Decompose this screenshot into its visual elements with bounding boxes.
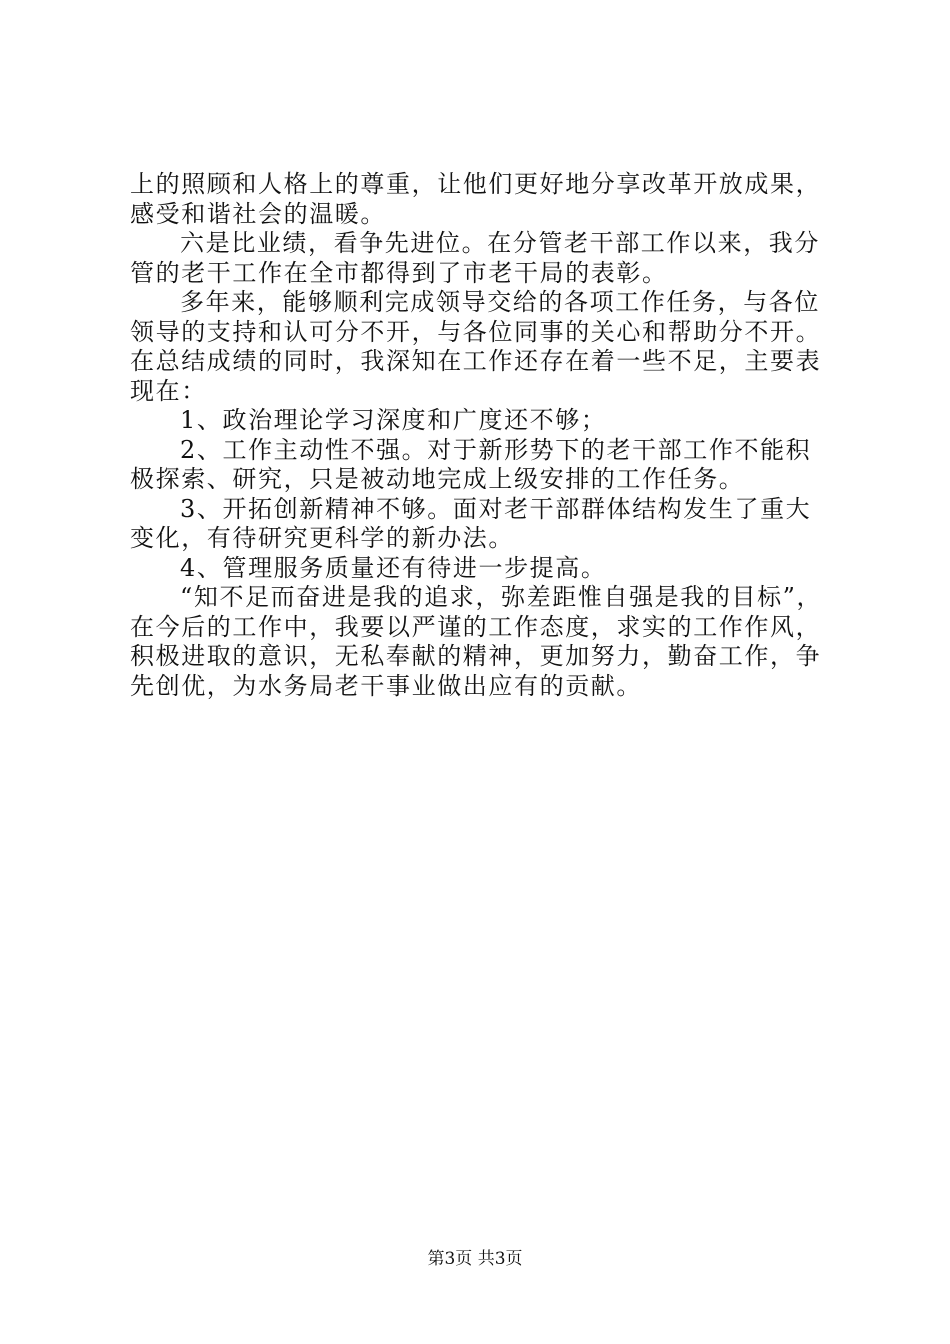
- paragraph-summary: 多年来，能够顺利完成领导交给的各项工作任务，与各位领导的支持和认可分不开，与各位同事的关心和帮助分不开。在总结成绩的同时，我深知在工作还存在着一些不足，主要表现在：: [130, 288, 822, 405]
- page-footer: [0, 1244, 950, 1269]
- document-body: [130, 170, 830, 701]
- list-item-4: 4、管理服务质量还有待进一步提高。: [180, 553, 607, 582]
- page-number-label: 第3页 共3页: [427, 1249, 523, 1269]
- list-item-1: 1、政治理论学习深度和广度还不够；: [180, 406, 607, 434]
- paragraph-performance: 六是比业绩，看争先进位。在分管老干部工作以来，我分管的老干工作在全市都得到了市老干局的表彰。: [130, 229, 820, 287]
- paragraph-conclusion: “知不足而奋进是我的追求，弥差距惟自强是我的目标”，在今后的工作中，我要以严谨的工作态度，求实的工作作风，积极进取的意识，无私奉献的精神，更加努力，勤奋工作，争先创优，为水务局老干事业做出应有的贡献。: [130, 583, 823, 700]
- paragraph-continuation: 上的照顾和人格上的尊重，让他们更好地分享改革开放成果，感受和谐社会的温暖。: [130, 170, 822, 228]
- list-item-2: 2、工作主动性不强。对于新形势下的老干部工作不能积极探索、研究，只是被动地完成上级安排的工作任务。: [130, 435, 812, 493]
- list-item-3: 3、开拓创新精神不够。面对老干部群体结构发生了重大变化，有待研究更科学的新办法。: [130, 494, 812, 552]
